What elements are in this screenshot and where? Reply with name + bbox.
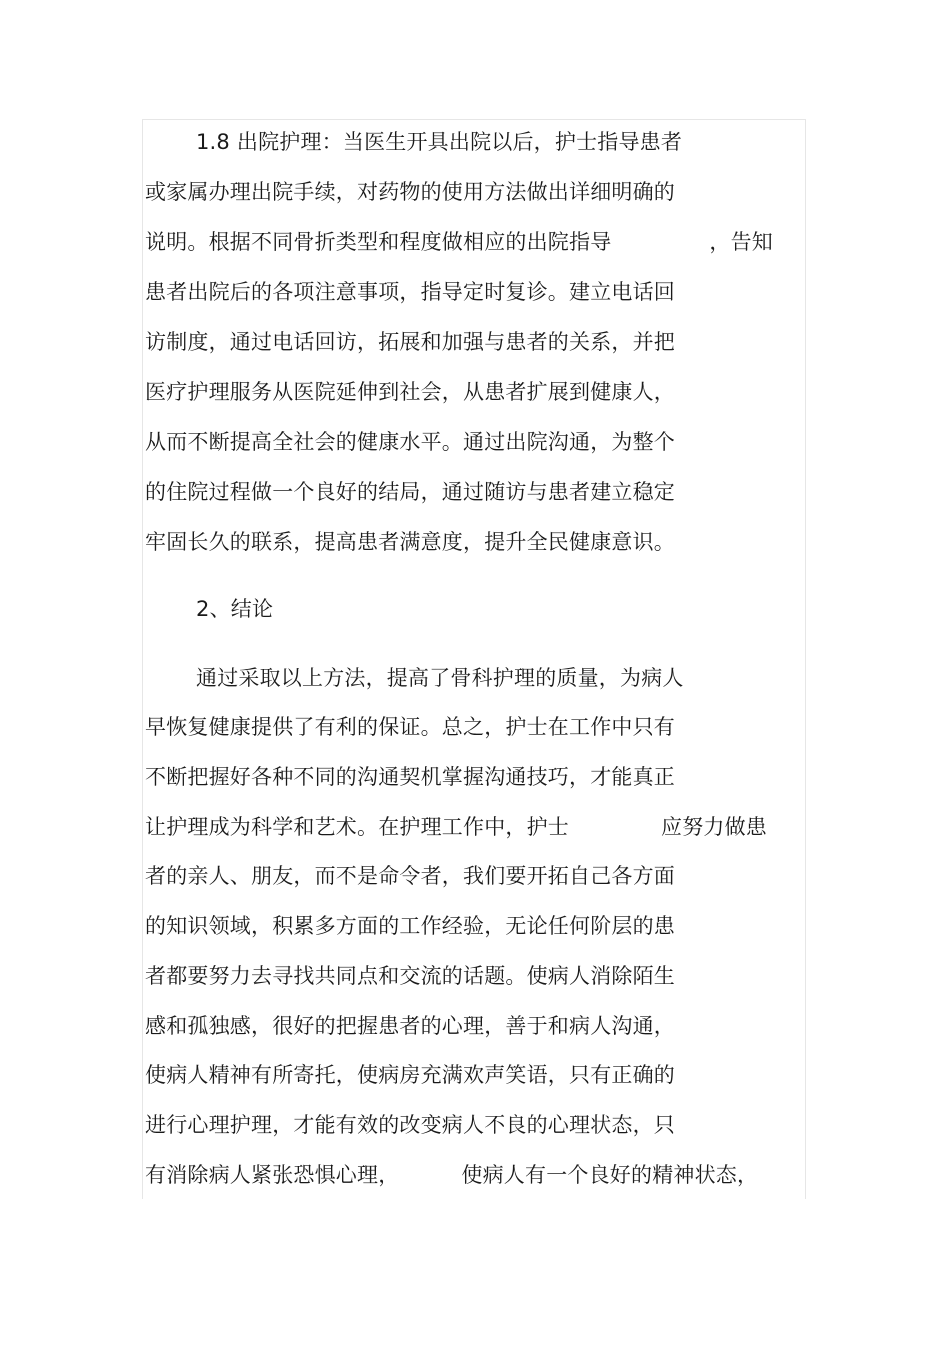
paragraph-line: 牢固长久的联系，提高患者满意度，提升全民健康意识。 — [145, 530, 675, 554]
paragraph-line — [145, 226, 773, 258]
paragraph-line: 的住院过程做一个良好的结局，通过随访与患者建立稳定 — [145, 480, 675, 504]
paragraph-line: 进行心理护理，才能有效的改变病人不良的心理状态，只 — [145, 1113, 675, 1137]
paragraph-line: 使病人精神有所寄托，使病房充满欢声笑语，只有正确的 — [145, 1063, 675, 1087]
paragraph-line: 感和孤独感，很好的把握患者的心理，善于和病人沟通， — [145, 1014, 675, 1038]
paragraph-line-part: 应努力做患 — [661, 815, 767, 839]
paragraph-line-part: 有消除病人紧张恐惧心理， — [145, 1163, 400, 1187]
paragraph-line: 从而不断提高全社会的健康水平。通过出院沟通，为整个 — [145, 430, 675, 454]
paragraph-line: 不断把握好各种不同的沟通契机掌握沟通技巧，才能真正 — [145, 765, 675, 789]
paragraph-line: 医疗护理服务从医院延伸到社会，从患者扩展到健康人， — [145, 380, 675, 404]
paragraph-line: 或家属办理出院手续，对药物的使用方法做出详细明确的 — [145, 180, 675, 204]
paragraph-line — [145, 1159, 758, 1191]
paragraph-line-part: 使病人有一个良好的精神状态， — [461, 1163, 759, 1187]
paragraph-line: 早恢复健康提供了有利的保证。总之，护士在工作中只有 — [145, 715, 675, 739]
paragraph-line: 者都要努力去寻找共同点和交流的话题。使病人消除陌生 — [145, 964, 675, 988]
paragraph-line — [145, 811, 767, 843]
paragraph-line: 1.8 出院护理：当医生开具出院以后，护士指导患者 — [196, 130, 683, 154]
paragraph-line: 患者出院后的各项注意事项，指导定时复诊。建立电话回 — [145, 280, 675, 304]
paragraph-line: 通过采取以上方法，提高了骨科护理的质量，为病人 — [196, 666, 684, 690]
paragraph-line-part: ，告知 — [709, 230, 774, 254]
paragraph-line: 者的亲人、朋友，而不是命令者，我们要开拓自己各方面 — [145, 864, 675, 888]
paragraph-line-part: 让护理成为科学和艺术。在护理工作中，护士 — [145, 815, 569, 839]
paragraph-line-part: 说明。根据不同骨折类型和程度做相应的出院指导 — [145, 230, 612, 254]
section-heading: 2、结论 — [196, 597, 274, 621]
paragraph-line: 访制度，通过电话回访，拓展和加强与患者的关系，并把 — [145, 330, 675, 354]
paragraph-line: 的知识领域，积累多方面的工作经验，无论任何阶层的患 — [145, 914, 675, 938]
